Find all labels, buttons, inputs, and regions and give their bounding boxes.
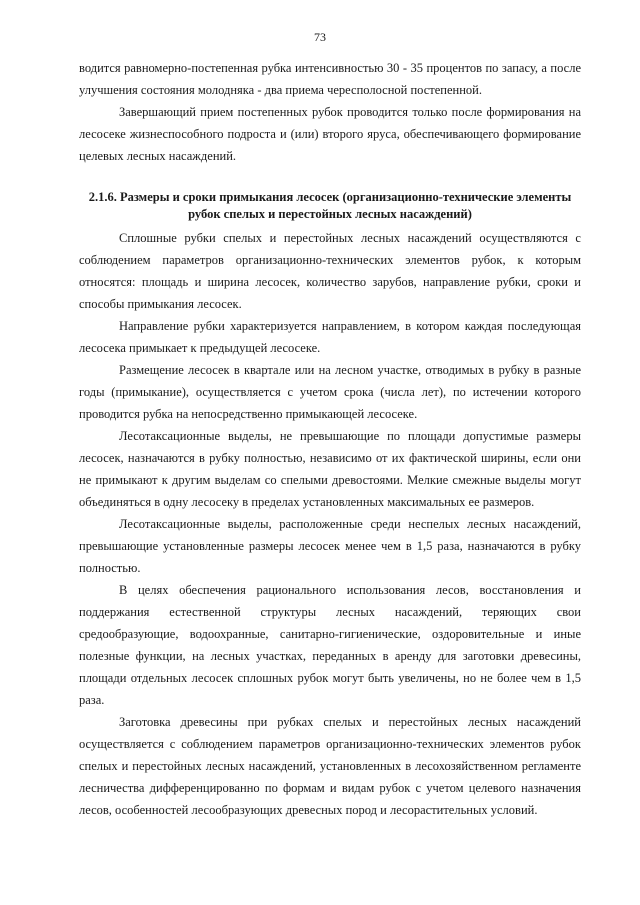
paragraph: Лесотаксационные выделы, не превышающие по площади допустимые размеры лесосек, назначаются в рубку полностью, независимо от их фактической ширины, если они не примыкают к другим выделам со спелыми древостоями. Мелкие смежные выделы могут объединяться в одну лесосеку в пределах установленных максимальных ее размеров. [79,429,581,509]
paragraph: Направление рубки характеризуется направлением, в котором каждая последующая лесосека примыкает к предыдущей лесосеке. [79,319,581,355]
paragraph: Лесотаксационные выделы, расположенные среди неспелых лесных насаждений, превышающие установленные размеры лесосек менее чем в 1,5 раза, назначаются в рубку полностью. [79,517,581,575]
paragraph: Сплошные рубки спелых и перестойных лесных насаждений осуществляются с соблюдением параметров организационно-технических элементов рубок, к которым относятся: площадь и ширина лесосек, количество зарубов, направление рубки, сроки и способы примыкания лесосек. [79,231,581,311]
page-number: 73 [314,30,326,44]
paragraph: Заготовка древесины при рубках спелых и перестойных лесных насаждений осуществляется с соблюдением параметров организационно-технических элементов рубок спелых и перестойных лесных насаждений, установленных в лесохозяйственном регламенте лесничества дифференцированно по формам и видам рубок с учетом целевого назначения лесов, особенностей лесообразующих древесных пород и лесорастительных условий. [79,715,581,817]
paragraph: В целях обеспечения рационального использования лесов, восстановления и поддержания естественной структуры лесных насаждений, теряющих свои средообразующие, водоохранные, санитарно-гигиенические, оздоровительные и иные полезные функции, на лесных участках, переданных в аренду для заготовки древесины, площади отдельных лесосек сплошных рубок могут быть увеличены, но не более чем в 1,5 раза. [79,583,581,707]
paragraph: Размещение лесосек в квартале или на лесном участке, отводимых в рубку в разные годы (примыкание), осуществляется с учетом срока (числа лет), по истечении которого проводится рубка на непосредственно примыкающей лесосеке. [79,363,581,421]
page-content [79,57,581,821]
paragraph: Завершающий прием постепенных рубок проводится только после формирования на лесосеке жизнеспособного подроста и (или) второго яруса, обеспечивающего формирование целевых лесных насаждений. [79,105,581,163]
section-heading: 2.1.6. Размеры и сроки примыкания лесосек (организационно-технические элементы рубок спелых и перестойных лесных насаждений) [88,190,572,221]
paragraph-continuation: водится равномерно-постепенная рубка интенсивностью 30 - 35 процентов по запасу, а после улучшения состояния молодняка - два приема чересполосной постепенной. [79,61,581,97]
